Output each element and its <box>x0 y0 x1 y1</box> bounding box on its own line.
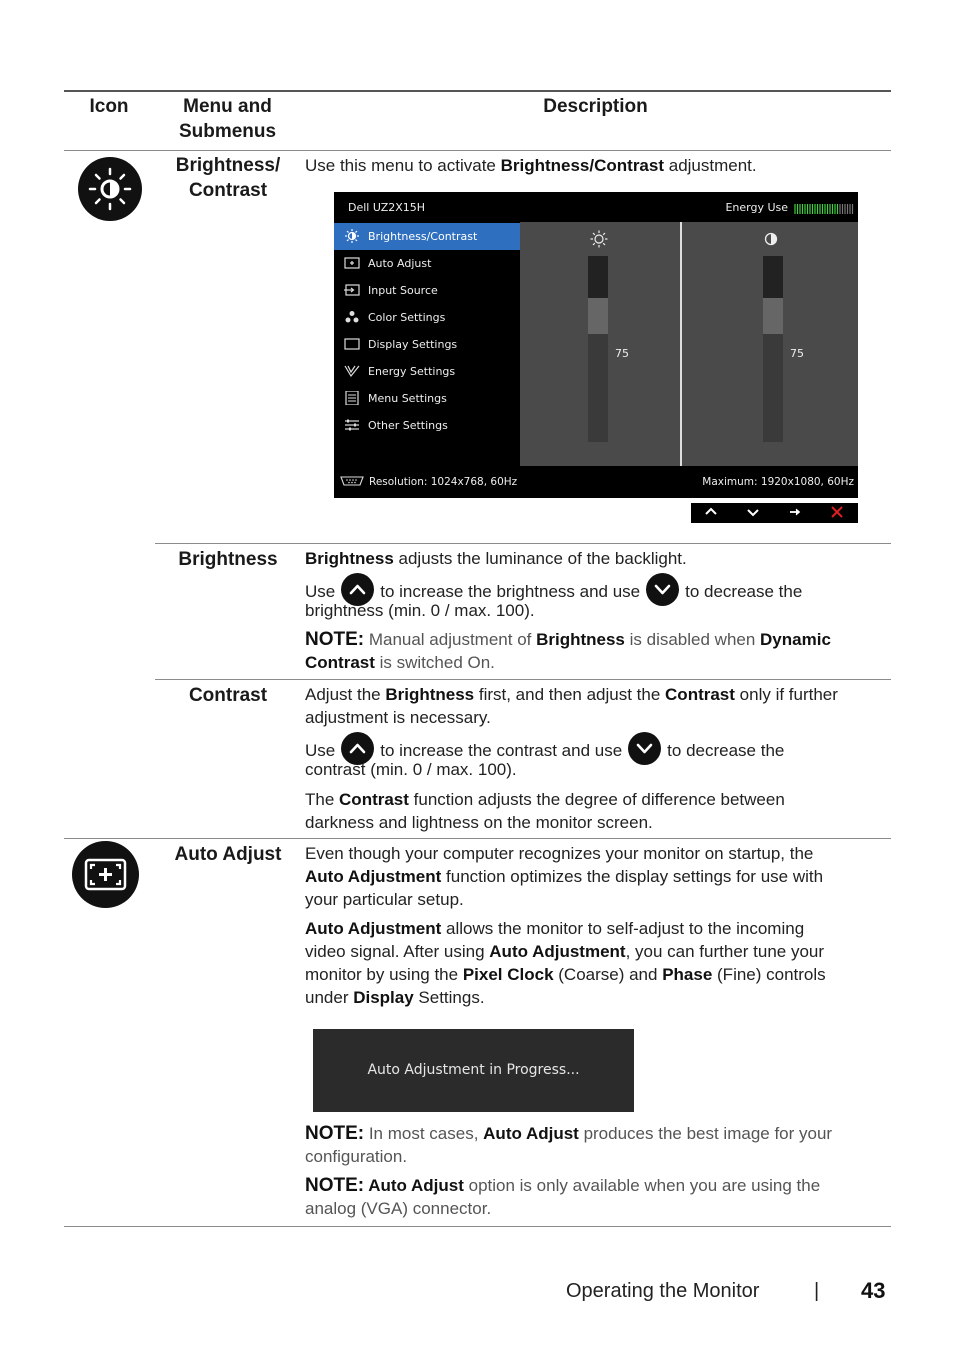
header-icon: Icon <box>89 96 129 117</box>
osd-menu-item-other-settings[interactable] <box>334 412 520 439</box>
table-bottom-rule <box>64 1226 891 1227</box>
brightness-range: brightness (min. 0 / max. 100). <box>305 601 535 620</box>
menu-brightness-contrast <box>153 153 303 203</box>
header-rule <box>64 150 891 151</box>
note-text: analog (VGA) connector. <box>305 1199 492 1218</box>
header-menu <box>155 94 300 144</box>
auto-adjust-bold: Phase <box>662 965 713 984</box>
brightness-increase-text: to increase the brightness and use <box>380 581 641 601</box>
osd-menu-label: Input Source <box>368 284 438 297</box>
auto-adjust-text: Settings. <box>413 988 485 1007</box>
note-bold: Auto Adjust <box>483 1124 579 1143</box>
osd-maximum-resolution: Maximum: 1920x1080, 60Hz <box>702 476 854 488</box>
brightness-description <box>305 547 890 570</box>
other-settings-icon <box>344 418 360 432</box>
header-description: Description <box>543 96 648 117</box>
brightness-slider-top <box>588 256 608 298</box>
note-text: Manual adjustment of <box>364 630 537 649</box>
osd-nav-buttons <box>691 503 858 523</box>
header-menu-line1: Menu and <box>183 96 272 117</box>
brightness-icon <box>344 229 360 243</box>
energy-meter-icon <box>794 204 854 214</box>
menu-contrast: Contrast <box>188 685 268 706</box>
auto-adjust-rule <box>64 838 891 839</box>
brightness-contrast-intro <box>305 154 890 177</box>
contrast-text: first, and then adjust the <box>474 685 666 704</box>
contrast-text: Adjust the <box>305 685 386 704</box>
contrast-use-text: Use <box>305 740 336 760</box>
energy-settings-icon <box>344 364 360 378</box>
intro-text: Use this menu to activate <box>305 156 501 175</box>
input-source-icon <box>344 283 360 297</box>
brightness-contrast-menu-icon <box>78 157 142 221</box>
contrast-function <box>305 788 890 834</box>
note-text: In most cases, <box>364 1124 484 1143</box>
auto-adjust-progress-screen: Auto Adjustment in Progress... <box>313 1029 634 1112</box>
contrast-value: 75 <box>790 347 804 360</box>
contrast-slider-fill <box>763 334 783 442</box>
brightness-use-text: Use <box>305 581 336 601</box>
intro-bold: Brightness/Contrast <box>500 156 665 175</box>
contrast-slider[interactable] <box>763 256 783 442</box>
osd-model-name: Dell UZ2X15H <box>348 201 426 214</box>
auto-adjust-text: , you can further tune your <box>625 942 825 961</box>
menu-brightness-contrast-line1: Brightness/ <box>175 155 281 176</box>
brightness-value: 75 <box>615 347 629 360</box>
auto-adjust-text: allows the monitor to self-adjust to the incoming <box>441 919 805 938</box>
osd-menu-item-energy-settings[interactable] <box>334 358 520 385</box>
note-label: NOTE: <box>305 1123 365 1144</box>
auto-adjust-description <box>305 842 890 911</box>
auto-adjust-text: your particular setup. <box>305 890 464 909</box>
note-text: option is only available when you are using the <box>463 1176 821 1195</box>
color-settings-icon <box>344 310 360 324</box>
auto-adjust-text: (Fine) controls <box>712 965 826 984</box>
osd-brightness-panel <box>520 222 680 466</box>
contrast-text: adjustment is necessary. <box>305 708 491 727</box>
contrast-text: darkness and lightness on the monitor screen. <box>305 813 653 832</box>
brightness-note <box>305 628 890 674</box>
auto-adjust-text: Even though your computer recognizes your monitor on startup, the <box>305 844 814 863</box>
osd-menu-item-color-settings[interactable] <box>334 304 520 331</box>
header-menu-line2: Submenus <box>178 121 277 142</box>
auto-adjust-text: (Coarse) and <box>553 965 663 984</box>
footer-page-number: 43 <box>861 1278 886 1303</box>
auto-adjust-details <box>305 917 890 1009</box>
osd-menu-item-display-settings[interactable] <box>334 331 520 358</box>
brightness-slider-fill <box>588 334 608 442</box>
contrast-rule <box>155 679 891 680</box>
auto-adjust-bold: Pixel Clock <box>462 965 554 984</box>
note-bold: Auto Adjust <box>364 1176 464 1195</box>
contrast-text: function adjusts the degree of difference between <box>408 790 785 809</box>
footer-section-title: Operating the Monitor <box>566 1280 760 1302</box>
auto-adjust-text: video signal. After using <box>305 942 490 961</box>
contrast-bold: Brightness <box>385 685 475 704</box>
osd-menu-label: Other Settings <box>368 419 448 432</box>
intro-text-end: adjustment. <box>664 156 757 175</box>
vga-connector-icon <box>340 476 364 486</box>
osd-menu-list <box>334 222 520 466</box>
display-settings-icon <box>344 337 360 351</box>
osd-contrast-panel <box>682 222 858 466</box>
menu-auto-adjust: Auto Adjust <box>174 844 282 865</box>
up-icon[interactable] <box>691 505 731 521</box>
close-icon[interactable] <box>817 505 857 521</box>
note-text: is disabled when <box>624 630 761 649</box>
brightness-desc-text: adjusts the luminance of the backlight. <box>393 549 687 568</box>
menu-settings-icon <box>344 391 360 405</box>
osd-screenshot <box>334 192 858 498</box>
auto-adjust-bold: Auto Adjustment <box>305 867 442 886</box>
menu-brightness: Brightness <box>178 549 278 570</box>
enter-icon[interactable] <box>775 505 815 521</box>
brightness-bold: Brightness <box>305 549 394 568</box>
table-top-rule <box>64 90 891 92</box>
note-label: NOTE: <box>305 629 365 650</box>
brightness-decrease-text: to decrease the <box>685 581 803 601</box>
contrast-text: only if further <box>734 685 838 704</box>
osd-menu-label: Display Settings <box>368 338 458 351</box>
auto-adjust-bold: Display <box>353 988 414 1007</box>
note-text: produces the best image for your <box>578 1124 833 1143</box>
note-text: is switched On. <box>374 653 495 672</box>
auto-adjust-bold: Auto Adjustment <box>489 942 626 961</box>
contrast-slider-top <box>763 256 783 298</box>
auto-adjust-icon <box>344 256 360 270</box>
osd-menu-item-brightness-contrast[interactable] <box>334 223 520 250</box>
osd-menu-item-menu-settings[interactable] <box>334 385 520 412</box>
note-bold: Contrast <box>305 653 375 672</box>
osd-menu-label: Auto Adjust <box>368 257 432 270</box>
sun-icon <box>590 230 608 248</box>
contrast-icon <box>764 232 778 246</box>
auto-adjust-text: monitor by using the <box>305 965 463 984</box>
auto-adjust-menu-icon <box>72 841 139 908</box>
note-bold: Brightness <box>536 630 625 649</box>
contrast-bold: Contrast <box>339 790 409 809</box>
footer-separator: | <box>814 1280 820 1302</box>
note-text: configuration. <box>305 1147 408 1166</box>
osd-menu-item-input-source[interactable] <box>334 277 520 304</box>
contrast-range: contrast (min. 0 / max. 100). <box>305 760 517 779</box>
contrast-text: The <box>305 790 340 809</box>
down-icon[interactable] <box>733 505 773 521</box>
osd-menu-label: Brightness/Contrast <box>368 230 478 243</box>
osd-energy-label: Energy Use <box>725 201 788 214</box>
contrast-decrease-text: to decrease the <box>667 740 785 760</box>
osd-menu-label: Menu Settings <box>368 392 447 405</box>
contrast-increase-text: to increase the contrast and use <box>380 740 623 760</box>
osd-status-bar <box>334 466 858 498</box>
auto-adjust-bold: Auto Adjustment <box>305 919 442 938</box>
osd-resolution: Resolution: 1024x768, 60Hz <box>369 476 518 488</box>
contrast-description <box>305 683 890 729</box>
auto-adjust-note-2 <box>305 1174 890 1220</box>
auto-adjust-note-1 <box>305 1122 890 1168</box>
auto-adjust-text: under <box>305 988 354 1007</box>
auto-adjust-text: function optimizes the display settings for use with <box>441 867 824 886</box>
note-bold: Dynamic <box>760 630 831 649</box>
osd-menu-item-auto-adjust[interactable] <box>334 250 520 277</box>
brightness-rule <box>155 543 891 544</box>
osd-menu-label: Energy Settings <box>368 365 456 378</box>
contrast-bold: Contrast <box>665 685 735 704</box>
note-label: NOTE: <box>305 1175 365 1196</box>
brightness-slider[interactable] <box>588 256 608 442</box>
osd-title-bar <box>334 192 858 222</box>
osd-menu-label: Color Settings <box>368 311 446 324</box>
menu-brightness-contrast-line2: Contrast <box>188 180 268 201</box>
